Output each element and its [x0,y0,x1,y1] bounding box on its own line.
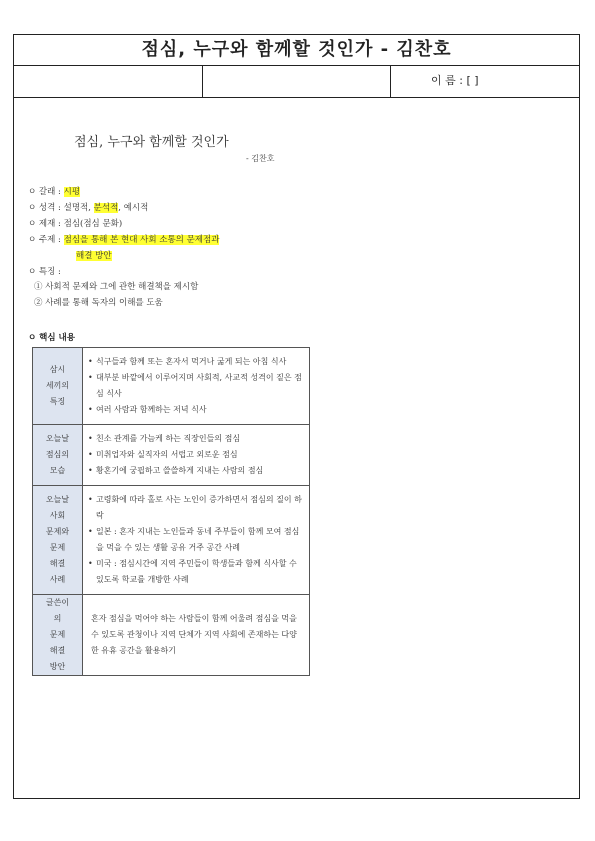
genre-label: ㅇ 갈래 : [28,187,64,197]
genre-value: 시평 [63,187,81,197]
name-field[interactable]: 이 름 : [ ] [431,74,479,87]
name-row [14,65,579,98]
row-header: 오늘날 점심의 모습 [33,425,83,486]
theme-value-2: 해결 방안 [76,251,112,261]
list-item: • 미국 : 점심시간에 지역 주민들이 학생들과 함께 식사할 수 있도록 학교를 개방한 사례 [88,556,304,588]
theme-label: ㅇ 주제 : [28,235,64,245]
doc-title: 점심, 누구와 함께할 것인가 [74,135,229,150]
worksheet-frame [13,34,580,799]
features-label: ㅇ 특징 : [28,267,61,277]
feature-2: ② 사례를 통해 독자의 이해를 도움 [34,298,163,308]
worksheet-title: 점심, 누구와 함께할 것인가 - 김찬호 [14,35,579,66]
nature-line [28,201,148,213]
subject-line: ㅇ 제재 : 점심(점심 문화) [28,219,123,229]
blank-cell-1 [14,65,203,97]
row-header: 삼시 세끼의 특징 [33,348,83,425]
feature-1: ① 사회적 문제와 그에 관한 해결책을 제시함 [34,282,199,292]
table-row [33,595,310,676]
core-content-table [32,347,310,676]
table-row [33,486,310,595]
list-item: • 황혼기에 궁핍하고 쓸쓸하게 지내는 사람의 점심 [88,463,304,479]
table-row [33,348,310,425]
list-item: • 고령화에 따라 홀로 사는 노인이 증가하면서 점심의 질이 하락 [88,492,304,524]
row-body: 혼자 점심을 먹어야 하는 사람들이 함께 어울려 점심을 먹을 수 있도록 관청이나 지역 단체가 지역 사회에 존재하는 다양한 유휴 공간을 활용하기 [83,595,310,676]
list-item: • 일본 : 혼자 지내는 노인들과 동네 주부들이 함께 모여 점심을 먹을 수 있는 생활 공유 거주 공간 사례 [88,524,304,556]
theme-value-1: 점심을 통해 본 현대 사회 소통의 문제점과 [63,235,220,245]
row-header: 글쓴이 의 문제 해결 방안 [33,595,83,676]
row-body [83,425,310,486]
nature-rest: , 예시적 [118,203,149,213]
theme-line-2 [76,249,112,261]
list-item: • 대부분 바깥에서 이루어지며 사회적, 사교적 성격이 짙은 점심 식사 [88,370,304,402]
genre-line [28,185,80,197]
row-body [83,348,310,425]
theme-line [28,233,219,245]
row-header: 오늘날 사회 문제와 문제 해결 사례 [33,486,83,595]
list-item: • 친소 관계를 가늠케 하는 직장인들의 점심 [88,431,304,447]
blank-cell-2 [203,65,391,97]
nature-highlight: 분석적 [93,203,119,213]
list-item: • 여러 사람과 함께하는 저녁 식사 [88,402,304,418]
doc-author: - 김찬호 [246,154,275,163]
section-title: ㅇ 핵심 내용 [28,333,75,343]
row-body [83,486,310,595]
list-item: • 미취업자와 실직자의 서럽고 외로운 점심 [88,447,304,463]
nature-label: ㅇ 성격 : 설명적, [28,203,94,213]
table-row [33,425,310,486]
list-item: • 식구들과 함께 또는 혼자서 먹거나 굶게 되는 아침 식사 [88,354,304,370]
